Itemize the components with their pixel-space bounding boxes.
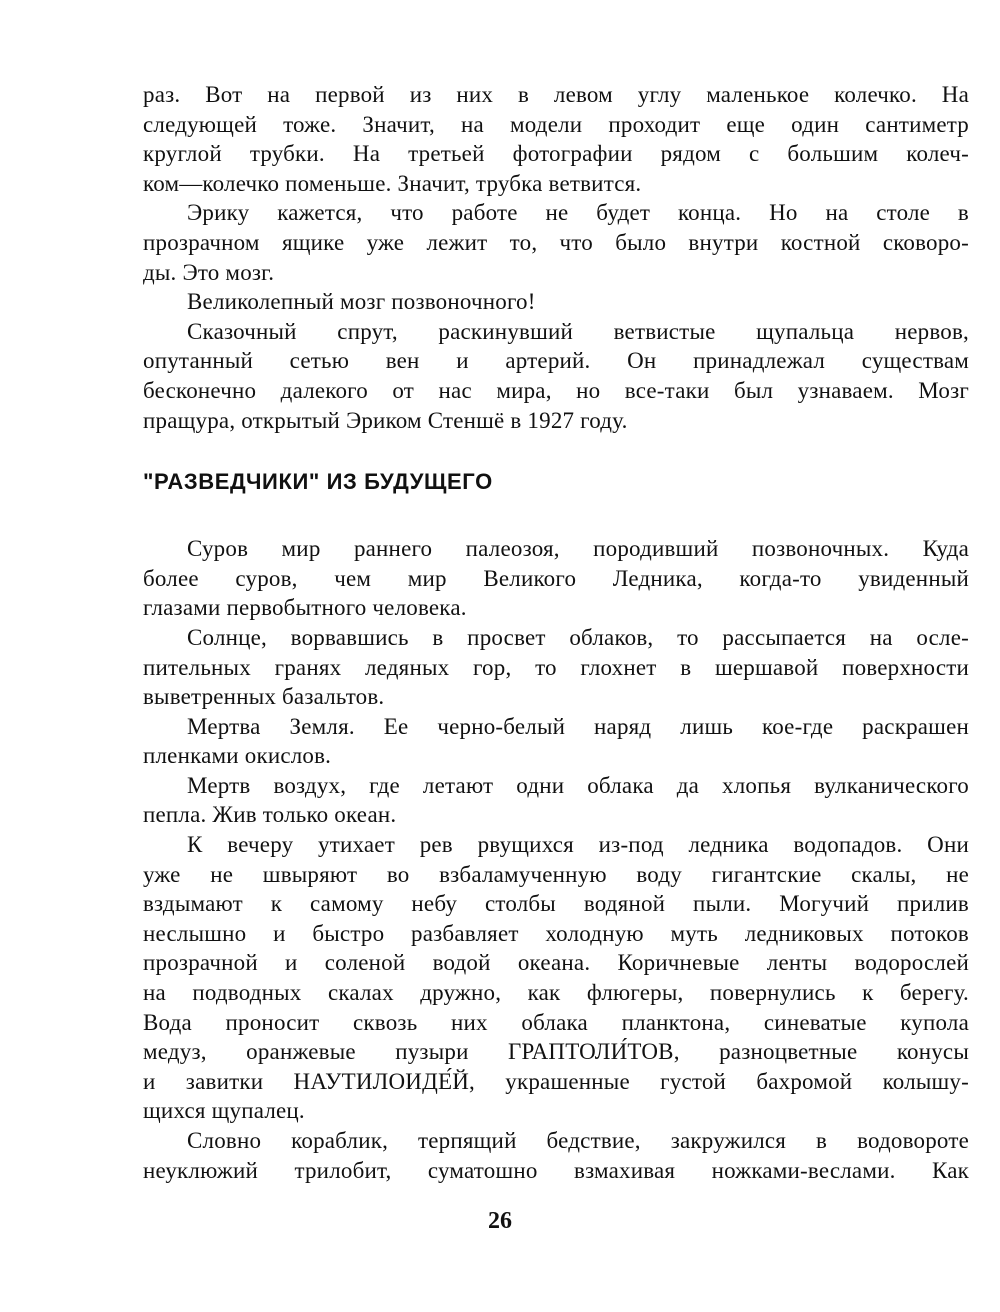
page-body: [143, 80, 969, 1185]
text-line: на подводных скалах дружно, как флюгеры, повернулись к берегу.: [143, 980, 969, 1006]
text-line: вздымают к самому небу столбы водяной пыли. Могучий прилив: [143, 891, 969, 917]
paragraph: [143, 712, 969, 771]
text-line: пленками окислов.: [143, 743, 332, 769]
text-line: прозрачном ящике уже лежит то, что было внутри костной сковоро-: [143, 229, 969, 255]
paragraph: [143, 623, 969, 712]
text-line: глазами первобытного человека.: [143, 595, 467, 621]
text-line: Вода проносит сквозь них облака планктона, синеватые купола: [143, 1009, 969, 1035]
text-line: бесконечно далекого от нас мира, но все-таки был узнаваем. Мозг: [143, 377, 969, 403]
text-line: неслышно и быстро разбавляет холодную муть ледниковых потоков: [143, 920, 969, 946]
text-line: выветренных базальтов.: [143, 684, 385, 710]
text-line: уже не швыряют во взбаламученную воду гигантские скалы, не: [143, 861, 969, 887]
text-line: неуклюжий трилобит, суматошно взмахивая ножками-веслами. Как: [143, 1157, 969, 1183]
text-line: пительных гранях ледяных гор, то глохнет в шершавой поверхности: [143, 654, 969, 680]
paragraph: [143, 771, 969, 830]
text-line: Словно кораблик, терпящий бедствие, закружился в водовороте: [187, 1128, 969, 1153]
text-line: Великолепный мозг позвоночного!: [187, 289, 536, 315]
text-line: опутанный сетью вен и артерий. Он принадлежал существам: [143, 348, 969, 374]
text-line: медуз, оранжевые пузыри ГРАПТОЛИ́ТОВ, разноцветные конусы: [143, 1039, 969, 1065]
paragraph: [143, 198, 969, 287]
text-line: и завитки НАУТИЛОИДЕ́Й, украшенные густой бахромой колышу-: [143, 1068, 969, 1094]
page-number: 26: [488, 1208, 512, 1234]
text-line: Мертв воздух, где летают одни облака да хлопья вулканического: [187, 772, 969, 798]
text-line: Эрику кажется, что работе не будет конца. Но на столе в: [187, 200, 969, 226]
paragraph: [143, 317, 969, 435]
text-block-top: [143, 80, 969, 435]
text-line: пепла. Жив только океан.: [143, 802, 397, 828]
paragraph: [143, 287, 969, 317]
text-line: круглой трубки. На третьей фотографии рядом с большим колеч-: [143, 141, 969, 167]
text-block-bottom: [143, 534, 969, 1185]
text-line: раз. Вот на первой из них в левом углу маленькое колечко. На: [143, 82, 969, 107]
text-line: следующей тоже. Значит, на модели проходит еще один сантиметр: [143, 111, 969, 137]
text-line: Солнце, ворвавшись в просвет облаков, то рассыпается на осле-: [187, 624, 969, 650]
text-line: прозрачной и соленой водой океана. Коричневые ленты водорослей: [143, 950, 969, 976]
paragraph: [143, 830, 969, 1126]
text-line: ком—колечко поменьше. Значит, трубка ветвится.: [143, 170, 642, 196]
text-line: Мертва Земля. Ее черно-белый наряд лишь кое-где раскрашен: [187, 713, 969, 739]
text-line: ды. Это мозг.: [143, 259, 275, 285]
paragraph: [143, 80, 969, 198]
text-line: пращура, открытый Эриком Стеншё в 1927 году.: [143, 407, 628, 433]
paragraph: [143, 534, 969, 623]
text-line: более суров, чем мир Великого Ледника, когда-то увиденный: [143, 565, 969, 591]
text-line: К вечеру утихает рев рвущихся из-под ледника водопадов. Они: [187, 832, 969, 858]
text-line: Сказочный спрут, раскинувший ветвистые щупальца нервов,: [187, 318, 969, 344]
section-heading: "РАЗВЕДЧИКИ" ИЗ БУДУЩЕГО: [143, 469, 493, 495]
text-line: Суров мир раннего палеозоя, породивший позвоночных. Куда: [187, 536, 969, 562]
text-line: щихся щупалец.: [143, 1098, 305, 1124]
paragraph: [143, 1126, 969, 1185]
